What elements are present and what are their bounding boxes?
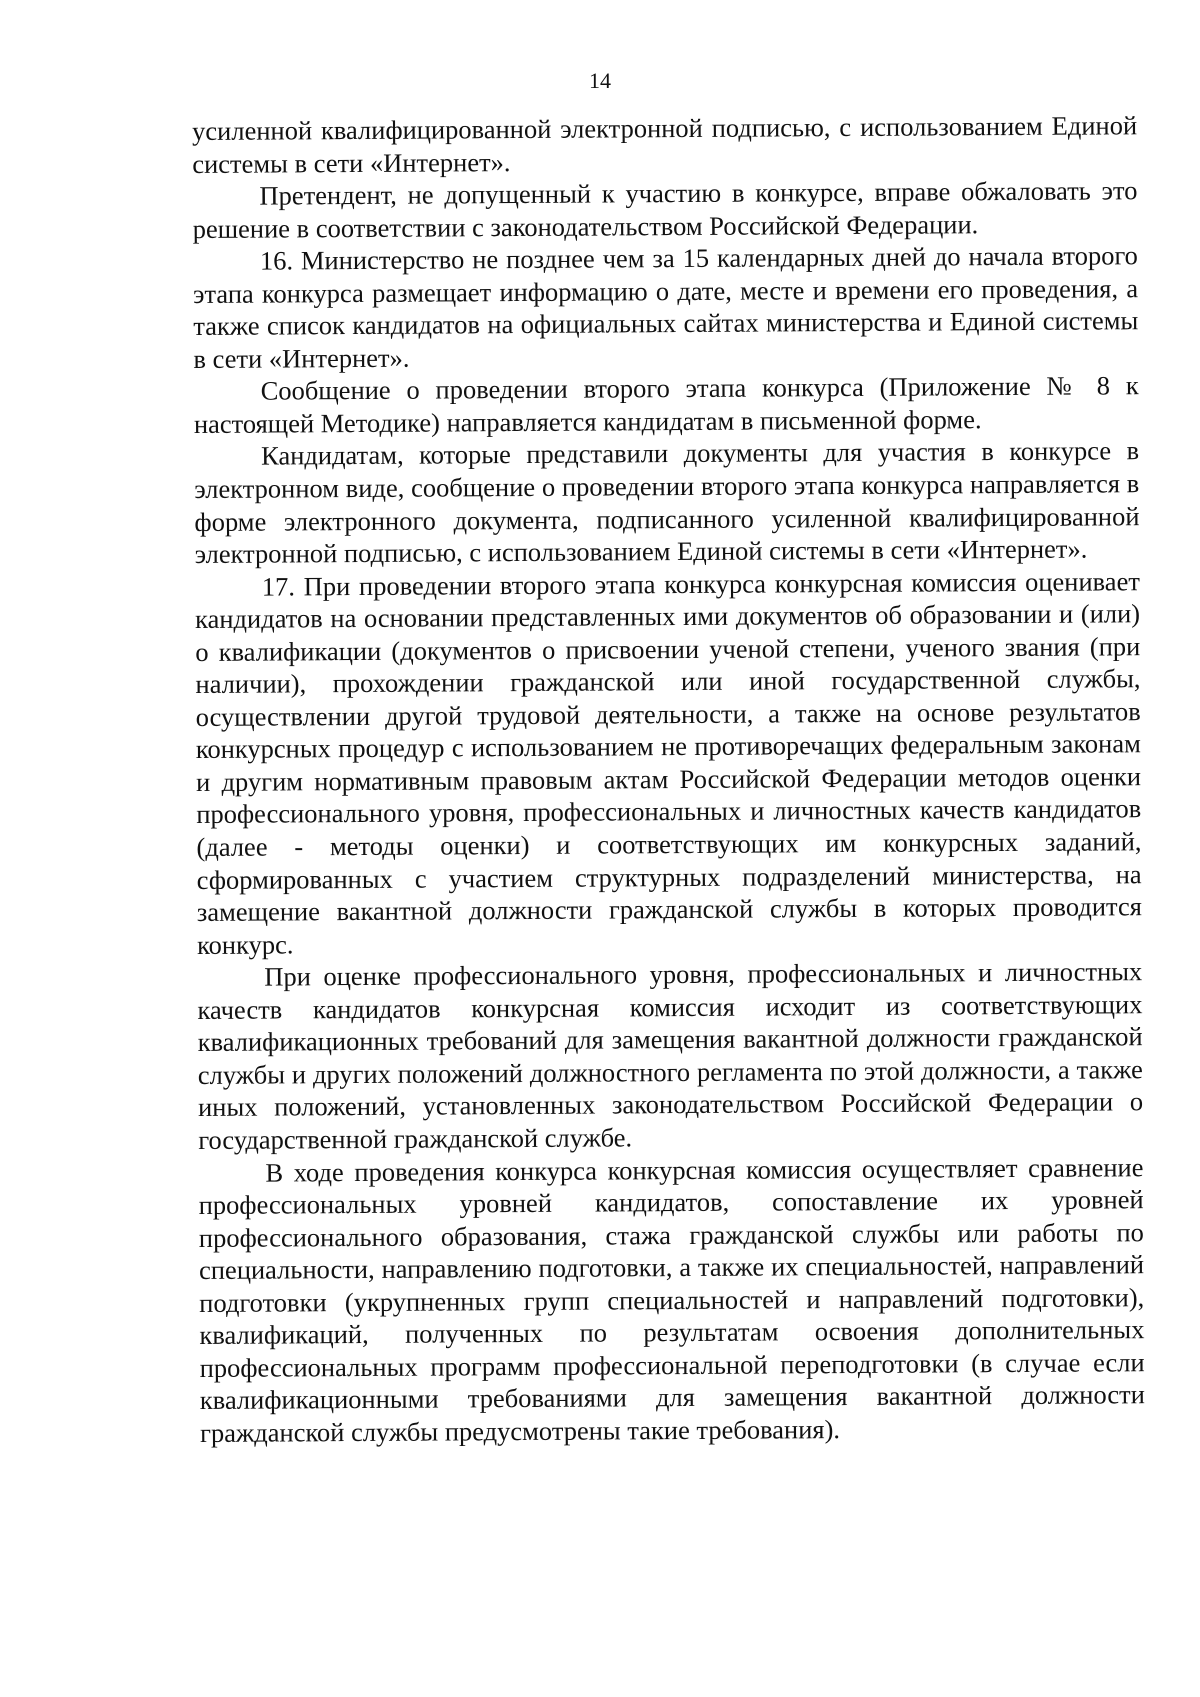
paragraph-item-16: 16. Министерство не позднее чем за 15 календарных дней до начала второго этапа конкурса размещает информацию о дате, месте и времени его проведения, а также список кандидатов на официальных сайтах министерства и Единой системы в сети «Интернет». [193, 240, 1139, 374]
paragraph-item-17: 17. При проведении второго этапа конкурса конкурсная комиссия оценивает кандидатов на основании представленных ими документов об образовании и (или) о квалификации (документов о присвоении ученой степени, ученого звания (при наличии), прохождении гражданской или иной государственной службы, осуществлении другой трудовой деятельности, а также на основе результатов конкурсных процедур с использованием не противоречащих федеральным законам и другим нормативным правовым актам Российской Федерации методов оценки профессионального уровня, профессиональных и личностных качеств кандидатов (далее - методы оценки) и соответствующих им конкурсных заданий, сформированных с участием структурных подразделений министерства, на замещение вакантной должности гражданской службы в которых проводится конкурс. [194, 565, 1142, 960]
paragraph-assessment-basis: При оценке профессионального уровня, профессиональных и личностных качеств кандидатов конкурсная комиссия исходит из соответствующих квалификационных требований для замещения вакантной должности гражданской службы и других положений должностного регламента по этой должности, а также иных положений, установленных законодательством Российской Федерации о государственной гражданской службе. [197, 956, 1144, 1155]
paragraph-appeal-right: Претендент, не допущенный к участию в конкурсе, вправе обжаловать это решение в соответствии с законодательством Российской Федерации. [192, 175, 1138, 244]
paragraph-second-stage-notice: Сообщение о проведении второго этапа конкурса (Приложение № 8 к настоящей Методике) направляется кандидатам в письменной форме. [193, 370, 1139, 439]
paragraph-electronic-notice: Кандидатам, которые представили документы для участия в конкурсе в электронном виде, сообщение о проведении второго этапа конкурса направляется в форме электронного документа, подписанного усиленной квалифицированной электронной подписью, с использованием Единой системы в сети «Интернет». [194, 435, 1140, 570]
document-body [192, 109, 1145, 1449]
page-number: 14 [589, 68, 611, 93]
paragraph-continuation: усиленной квалифицированной электронной подписью, с использованием Единой системы в сети «Интернет». [192, 110, 1138, 179]
paragraph-comparison: В ходе проведения конкурса конкурсная комиссия осуществляет сравнение профессиональных уровней кандидатов, сопоставление их уровней профессионального образования, стажа гражданской службы или работы по специальности, направлению подготовки, а также их специальностей, направлений подготовки (укрупненных групп специальностей и направлений подготовки), квалификаций, полученных по результатам освоения дополнительных профессиональных программ профессиональной переподготовки (в случае если квалификационными требованиями для замещения вакантной должности гражданской службы предусмотрены такие требования). [198, 1151, 1145, 1448]
